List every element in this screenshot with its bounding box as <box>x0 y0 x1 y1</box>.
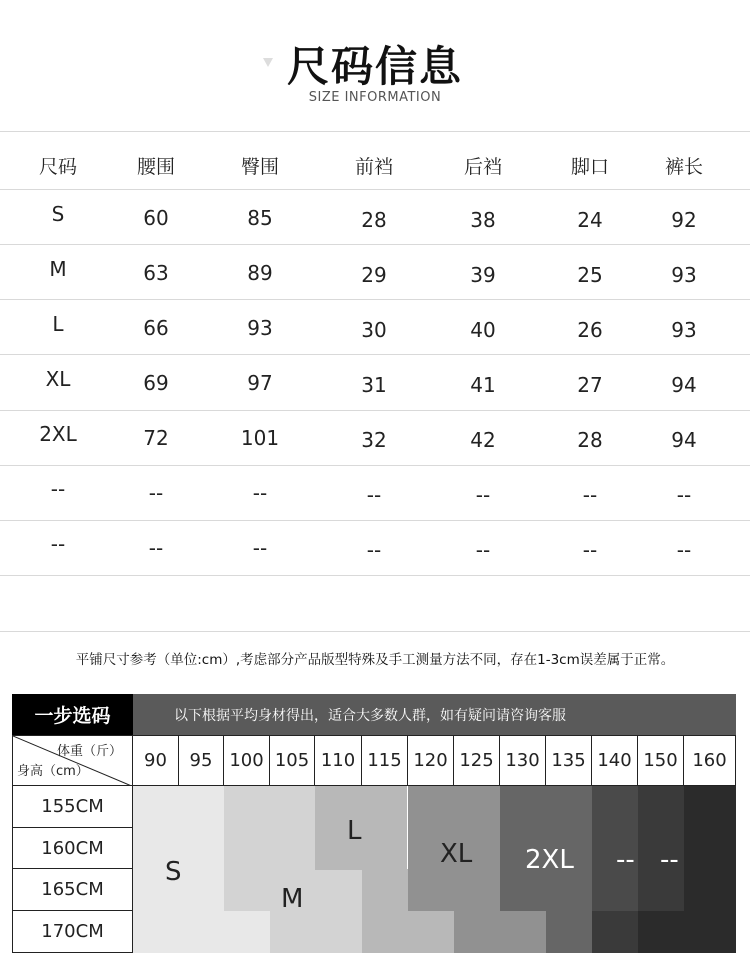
corner-height-label: 身高（cm） <box>17 764 89 779</box>
size-zone-dark3 <box>638 911 736 953</box>
size-zone-dark2 <box>592 911 638 953</box>
table-header-cell: 前裆 <box>354 156 393 178</box>
table-cell: 60 <box>143 206 169 230</box>
table-divider <box>0 631 750 632</box>
table-cell: -- <box>582 483 598 507</box>
table-divider <box>0 410 750 411</box>
table-cell: 25 <box>577 263 603 287</box>
table-cell: 24 <box>577 208 603 232</box>
table-cell: 38 <box>470 208 496 232</box>
table-header-cell: 后裆 <box>463 156 502 178</box>
page-title: 尺码信息 <box>286 42 463 91</box>
table-cell: 32 <box>361 428 387 452</box>
size-zone-m <box>224 786 316 870</box>
size-label-l: L <box>347 816 362 846</box>
table-cell: 93 <box>671 318 697 342</box>
table-cell: -- <box>148 536 164 560</box>
table-cell: 94 <box>671 428 697 452</box>
table-header-cell: 脚口 <box>570 156 609 178</box>
weight-cell: 110 <box>315 735 362 786</box>
table-cell: 28 <box>577 428 603 452</box>
weight-cell: 115 <box>362 735 408 786</box>
table-cell: 94 <box>671 373 697 397</box>
table-header-cell: 臀围 <box>240 156 279 178</box>
size-zone-xl <box>454 911 546 953</box>
size-chart-corner <box>12 735 133 786</box>
table-header-cell: 裤长 <box>664 156 703 178</box>
size-label-na-2: -- <box>660 845 679 875</box>
size-label-m: M <box>281 884 304 914</box>
table-cell: -- <box>676 538 692 562</box>
table-header-cell: 腰围 <box>136 156 175 178</box>
table-cell: 40 <box>470 318 496 342</box>
table-cell: 29 <box>361 263 387 287</box>
weight-cell: 140 <box>592 735 638 786</box>
table-divider <box>0 131 750 132</box>
table-cell: -- <box>475 483 491 507</box>
weight-cell: 100 <box>224 735 270 786</box>
table-cell: 39 <box>470 263 496 287</box>
table-cell: 26 <box>577 318 603 342</box>
table-cell: -- <box>676 483 692 507</box>
weight-cell: 130 <box>500 735 546 786</box>
table-cell: 97 <box>247 371 273 395</box>
table-cell: -- <box>50 532 66 556</box>
height-cell: 165CM <box>12 869 133 911</box>
weight-cell: 120 <box>408 735 454 786</box>
table-cell: -- <box>475 538 491 562</box>
size-label-s: S <box>165 857 182 887</box>
table-cell: 42 <box>470 428 496 452</box>
size-label-na-1: -- <box>616 845 635 875</box>
table-cell: 85 <box>247 206 273 230</box>
table-cell: 93 <box>247 316 273 340</box>
size-label-xl: XL <box>440 839 473 869</box>
weight-cell: 95 <box>179 735 224 786</box>
table-header-cell: 尺码 <box>38 156 77 178</box>
table-cell: 63 <box>143 261 169 285</box>
size-label-2xl: 2XL <box>525 845 574 875</box>
table-cell: 28 <box>361 208 387 232</box>
weight-cell: 105 <box>270 735 315 786</box>
page-header <box>0 0 750 131</box>
weight-cell: 160 <box>684 735 736 786</box>
table-cell: -- <box>50 477 66 501</box>
table-cell: S <box>51 202 65 226</box>
size-zone-xxl <box>546 911 592 953</box>
size-zone-l <box>362 911 454 953</box>
table-divider <box>0 575 750 576</box>
table-cell: -- <box>252 536 268 560</box>
table-cell: 92 <box>671 208 697 232</box>
table-divider <box>0 189 750 190</box>
size-zone-l <box>362 869 408 911</box>
table-cell: 66 <box>143 316 169 340</box>
table-divider <box>0 299 750 300</box>
page-subtitle: SIZE INFORMATION <box>308 90 442 105</box>
table-cell: 41 <box>470 373 496 397</box>
size-chart-banner: 以下根据平均身材得出，适合大多数人群，如有疑问请咨询客服 <box>133 694 736 735</box>
table-cell: -- <box>148 481 164 505</box>
table-cell: -- <box>366 538 382 562</box>
table-cell: 72 <box>143 426 169 450</box>
height-cell: 155CM <box>12 786 133 828</box>
height-cell: 160CM <box>12 828 133 869</box>
weight-cell: 150 <box>638 735 684 786</box>
size-zone-dark3 <box>684 786 736 911</box>
table-cell: 93 <box>671 263 697 287</box>
table-cell: 30 <box>361 318 387 342</box>
weight-cell: 135 <box>546 735 592 786</box>
table-divider <box>0 520 750 521</box>
size-chart-badge: 一步选码 <box>12 694 133 735</box>
table-cell: -- <box>252 481 268 505</box>
weight-cell: 125 <box>454 735 500 786</box>
table-cell: M <box>49 257 67 281</box>
table-cell: 27 <box>577 373 603 397</box>
table-cell: 69 <box>143 371 169 395</box>
measurement-note: 平铺尺寸参考（单位:cm）,考虑部分产品版型特殊及手工测量方法不同，存在1-3cm误差属于正常。 <box>75 652 675 668</box>
table-cell: 89 <box>247 261 273 285</box>
corner-weight-label: 体重（斤） <box>56 744 122 759</box>
table-cell: 101 <box>240 426 280 450</box>
size-zone-m <box>224 869 270 911</box>
table-divider <box>0 244 750 245</box>
weight-cell: 90 <box>133 735 179 786</box>
table-cell: -- <box>582 538 598 562</box>
table-cell: 31 <box>361 373 387 397</box>
table-divider <box>0 354 750 355</box>
size-chart <box>12 694 736 953</box>
table-cell: XL <box>45 367 71 391</box>
table-cell: -- <box>366 483 382 507</box>
table-divider <box>0 465 750 466</box>
table-cell: L <box>52 312 64 336</box>
table-cell: 2XL <box>39 422 77 446</box>
size-zone-s <box>224 911 270 953</box>
height-cell: 170CM <box>12 911 133 953</box>
